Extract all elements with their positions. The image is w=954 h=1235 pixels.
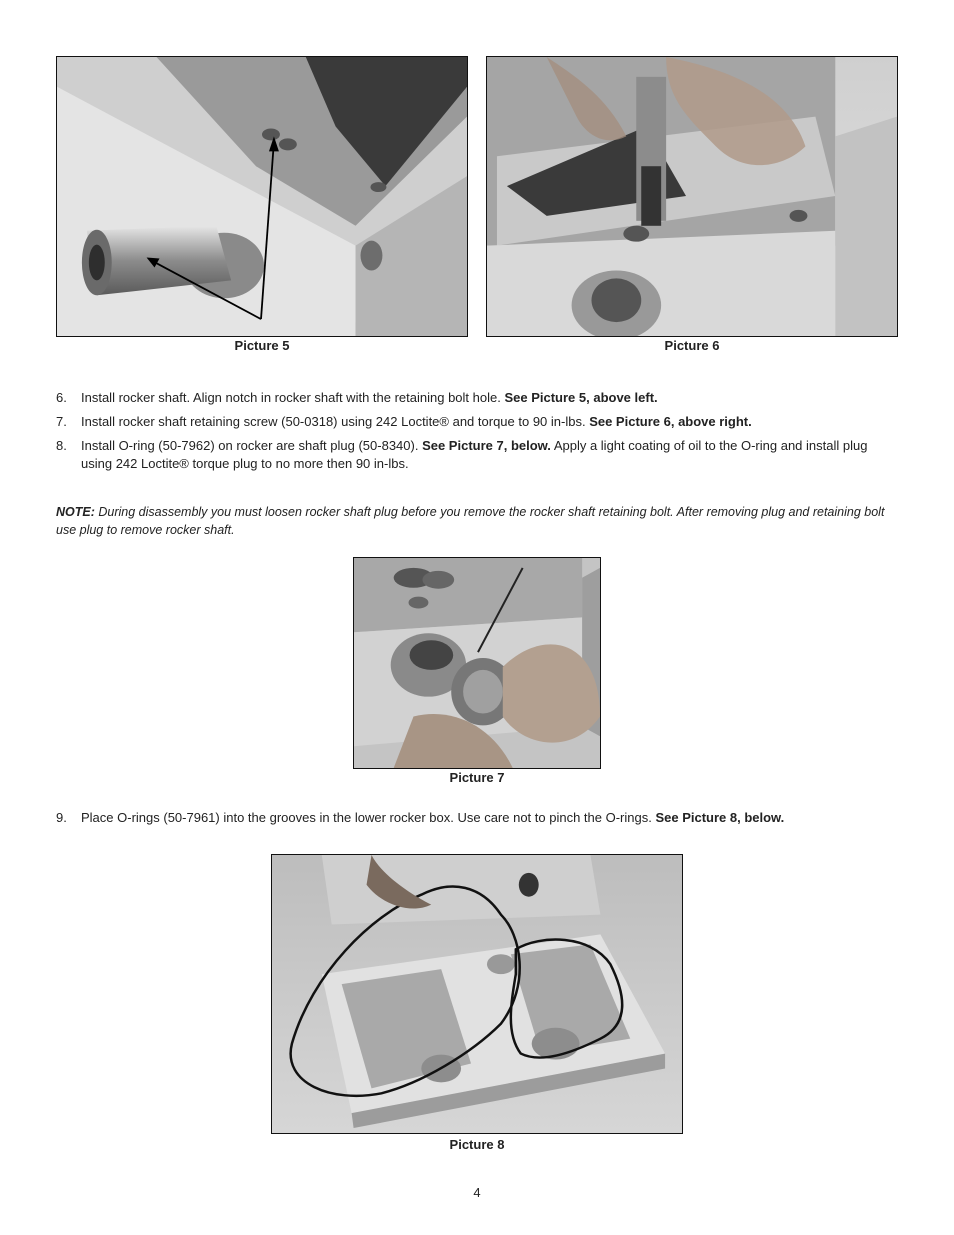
step-6 <box>56 389 901 407</box>
picture-7-photo <box>353 557 601 769</box>
step-7-reference: See Picture 6, above right. <box>589 414 752 429</box>
picture-6-photo <box>486 56 898 337</box>
note-text: During disassembly you must loosen rocker shaft plug before you remove the rocker shaft retaining bolt. After removing plug and retaining bolt use plug to remove rocker shaft. <box>56 505 885 537</box>
step-7 <box>56 413 901 431</box>
step-6-number: 6. <box>56 390 67 405</box>
picture-8-caption: Picture 8 <box>449 1137 505 1152</box>
step-8-reference: See Picture 7, below. <box>422 438 551 453</box>
step-9-text: Place O-rings (50-7961) into the grooves in the lower rocker box. Use care not to pinch the O-rings. <box>81 810 656 825</box>
step-9 <box>56 809 901 827</box>
disassembly-note <box>56 503 904 539</box>
step-8-number: 8. <box>56 438 67 453</box>
picture-5-photo <box>56 56 468 337</box>
step-6-text: Install rocker shaft. Align notch in rocker shaft with the retaining bolt hole. <box>81 390 505 405</box>
step-7-number: 7. <box>56 414 67 429</box>
step-9-number: 9. <box>56 810 67 825</box>
step-8-text-continued: Apply a light coating of oil to the O-ring and install plug using 242 Loctite® torque plug to no more then 90 in-lbs. <box>81 438 868 471</box>
step-6-reference: See Picture 5, above left. <box>504 390 658 405</box>
note-label: NOTE: <box>56 505 95 519</box>
step-8-text: Install O-ring (50-7962) on rocker are shaft plug (50-8340). <box>81 438 423 453</box>
picture-7-caption: Picture 7 <box>449 770 505 785</box>
picture-5-caption: Picture 5 <box>234 338 290 353</box>
picture-8-photo <box>271 854 683 1134</box>
page-number: 4 <box>473 1185 481 1200</box>
step-7-text: Install rocker shaft retaining screw (50-0318) using 242 Loctite® and torque to 90 in-lbs. <box>81 414 590 429</box>
step-8 <box>56 437 901 473</box>
step-9-reference: See Picture 8, below. <box>655 810 785 825</box>
picture-6-caption: Picture 6 <box>664 338 720 353</box>
